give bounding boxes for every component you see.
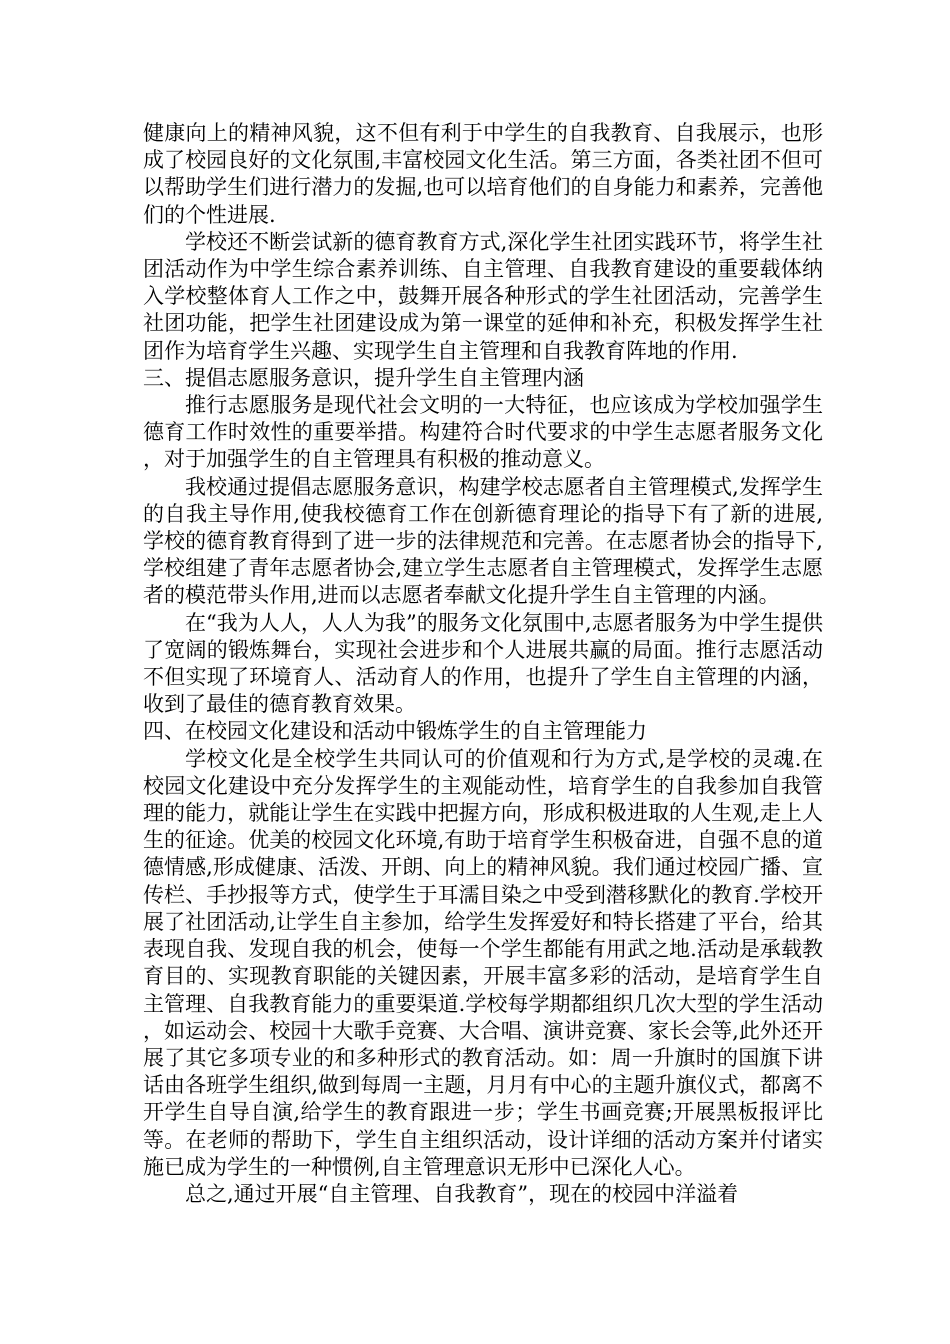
body-paragraph: 健康向上的精神风貌，这不但有利于中学生的自我教育、自我展示，也形成了校园良好的文化氛围,丰富校园文化生活。第三方面，各类社团不但可以帮助学生们进行潜力的发掘,也可以培育他们的自身能力和素养，完善他们的个性进展.	[143, 121, 823, 227]
section-heading: 四、在校园文化建设和活动中锻炼学生的自主管理能力	[143, 719, 647, 744]
body-paragraph: 在“我为人人，人人为我”的服务文化氛围中,志愿者服务为中学生提供了宽阔的锻炼舞台，实现社会进步和个人进展共赢的局面。推行志愿活动不但实现了环境育人、活动育人的作用，也提升了学生自主管理的内涵，收到了最佳的德育教育效果。	[143, 610, 823, 717]
document-page	[143, 120, 823, 1208]
body-paragraph: 学校文化是全校学生共同认可的价值观和行为方式,是学校的灵魂.在校园文化建设中充分发挥学生的主观能动性，培育学生的自我参加自我管理的能力，就能让学生在实践中把握方向，形成积极进取的人生观,走上人生的征途。优美的校园文化环境,有助于培育学生积极奋进，自强不息的道德情感,形成健康、活泼、开朗、向上的精神风貌。我们通过校园广播、宣传栏、手抄报等方式，使学生于耳濡目染之中受到潜移默化的教育.学校开展了社团活动,让学生自主参加，给学生发挥爱好和特长搭建了平台，给其表现自我、发现自我的机会，使每一个学生都能有用武之地.活动是承载教育目的、实现教育职能的关键因素，开展丰富多彩的活动，是培育学生自主管理、自我教育能力的重要渠道.学校每学期都组织几次大型的学生活动，如运动会、校园十大歌手竞赛、大合唱、演讲竞赛、家长会等,此外还开展了其它多项专业的和多种形式的教育活动。如：周一升旗时的国旗下讲话由各班学生组织,做到每周一主题，月月有中心的主题升旗仪式，都离不开学生自导自演,给学生的教育跟进一步；学生书画竞赛;开展黑板报评比等。在老师的帮助下，学生自主组织活动，设计详细的活动方案并付诸实施已成为学生的一种惯例,自主管理意识无形中已深化人心。	[143, 746, 823, 1179]
body-paragraph: 我校通过提倡志愿服务意识，构建学校志愿者自主管理模式,发挥学生的自我主导作用,使我校德育工作在创新德育理论的指导下有了新的进展,学校的德育教育得到了进一步的法律规范和完善。在志愿者协会的指导下,学校组建了青年志愿者协会,建立学生志愿者自主管理模式，发挥学生志愿者的模范带头作用,进而以志愿者奉献文化提升学生自主管理的内涵。	[143, 474, 823, 608]
body-paragraph: 总之,通过开展“自主管理、自我教育”，现在的校园中洋溢着	[185, 1181, 739, 1206]
section-heading: 三、提倡志愿服务意识，提升学生自主管理内涵	[143, 365, 584, 390]
body-paragraph: 学校还不断尝试新的德育教育方式,深化学生社团实践环节，将学生社团活动作为中学生综合素养训练、自主管理、自我教育建设的重要载体纳入学校整体育人工作之中，鼓舞开展各种形式的学生社团活动，完善学生社团功能，把学生社团建设成为第一课堂的延伸和补充，积极发挥学生社团作为培育学生兴趣、实现学生自主管理和自我教育阵地的作用.	[143, 229, 823, 363]
body-paragraph: 推行志愿服务是现代社会文明的一大特征，也应该成为学校加强学生德育工作时效性的重要举措。构建符合时代要求的中学生志愿者服务文化，对于加强学生的自主管理具有积极的推动意义。	[143, 393, 823, 472]
